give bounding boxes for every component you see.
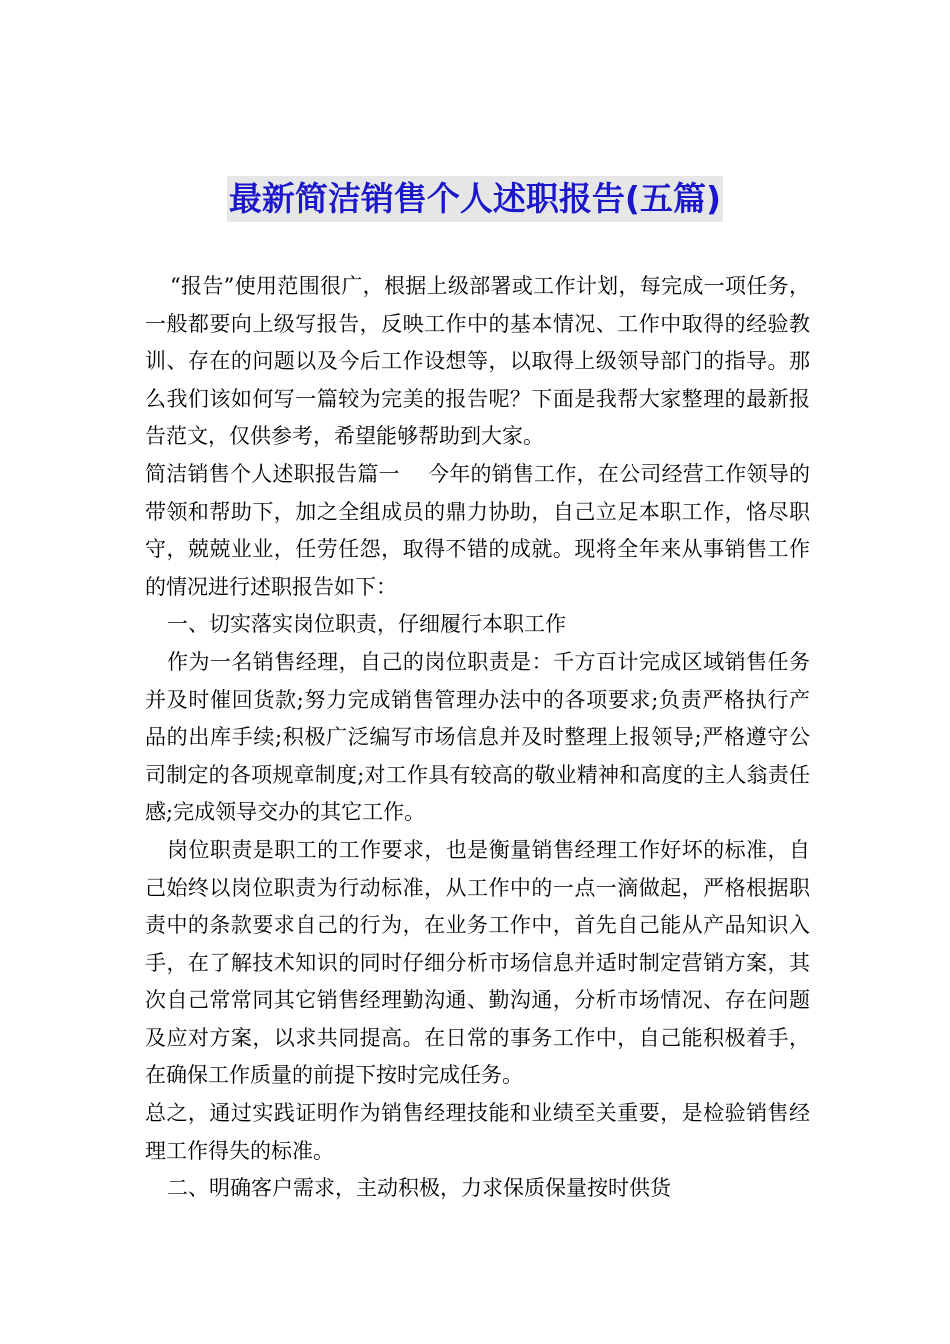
standard-paragraph: 岗位职责是职工的工作要求，也是衡量销售经理工作好坏的标准，自己始终以岗位职责为行动标准，从工作中的一点一滴做起，严格根据职责中的条款要求自己的行为，在业务工作中，首先自己能从产品知识入手，在了解技术知识的同时仔细分析市场信息并适时制定营销方案，其次自己常常同其它销售经理勤沟通、勤沟通，分析市场情况、存在问题及应对方案，以求共同提高。在日常的事务工作中，自己能积极着手，在确保工作质量的前提下按时完成任务。: [145, 837, 810, 1088]
responsibility-paragraph: 作为一名销售经理，自己的岗位职责是：千方百计完成区域销售任务并及时催回货款;努力完成销售管理办法中的各项要求;负责严格执行产品的出库手续;积极广泛编写市场信息并及时整理上报领导;严格遵守公司制定的各项规章制度;对工作具有较高的敬业精神和高度的主人翁责任感;完成领导交办的其它工作。: [145, 649, 810, 825]
document-title: 最新简洁销售个人述职报告(五篇): [227, 176, 723, 222]
section-one-intro-paragraph: 简洁销售个人述职报告篇一 今年的销售工作，在公司经营工作领导的带领和帮助下，加之全组成员的鼎力协助，自己立足本职工作，恪尽职守，兢兢业业，任劳任怨，取得不错的成就。现将全年来从事销售工作的情况进行述职报告如下：: [145, 461, 810, 599]
intro-paragraph: “报告”使用范围很广，根据上级部署或工作计划，每完成一项任务，一般都要向上级写报告，反映工作中的基本情况、工作中取得的经验教训、存在的问题以及今后工作设想等，以取得上级领导部门的指导。那么我们该如何写一篇较为完美的报告呢？下面是我帮大家整理的最新报告范文，仅供参考，希望能够帮助到大家。: [145, 274, 810, 449]
document-body: [145, 268, 810, 1208]
section-heading-two: 二、明确客户需求，主动积极，力求保质保量按时供货: [167, 1176, 671, 1201]
section-heading-one: 一、切实落实岗位职责，仔细履行本职工作: [167, 612, 566, 637]
summary-paragraph: 总之，通过实践证明作为销售经理技能和业绩至关重要，是检验销售经理工作得失的标准。: [145, 1101, 810, 1163]
title-block: [0, 176, 950, 222]
